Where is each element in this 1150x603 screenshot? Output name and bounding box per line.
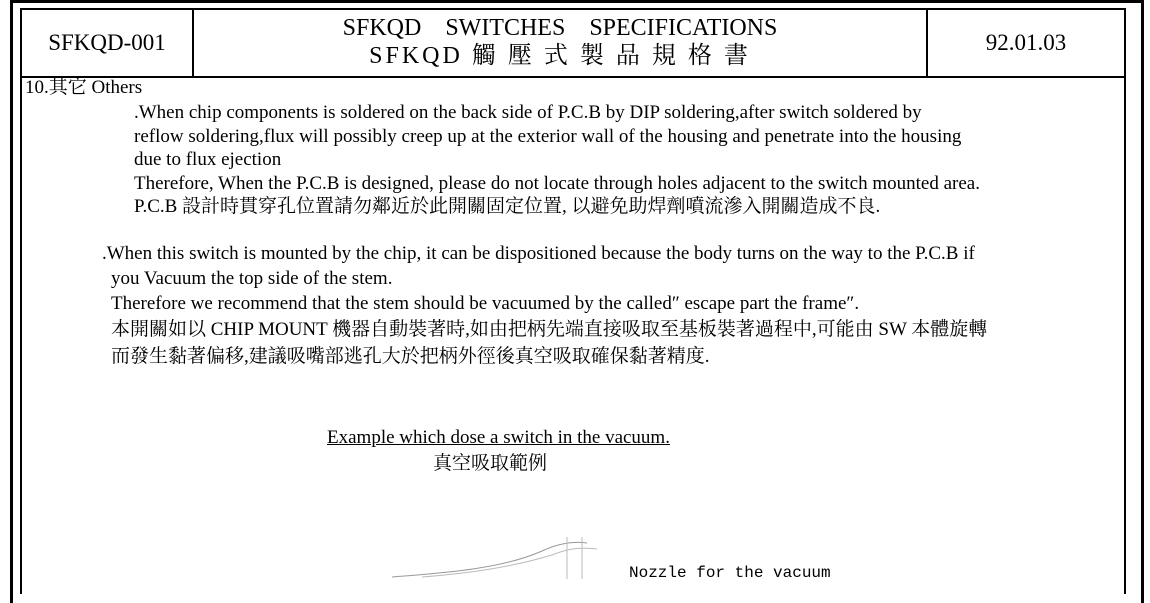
section-heading: 10.其它 Others — [25, 77, 143, 98]
para2-line: .When this switch is mounted by the chip, it can be dispositioned because the body turns on the way to the P.C.B if — [102, 243, 975, 264]
title-en: SFKQD SWITCHES SPECIFICATIONS — [342, 15, 778, 41]
header-table — [20, 8, 1126, 78]
para1-line: .When chip components is soldered on the back side of P.C.B by DIP soldering,after switch soldered by — [134, 102, 922, 123]
doc-date: 92.01.03 — [985, 30, 1067, 55]
para2-line: Therefore we recommend that the stem should be vacuumed by the called″ escape part the frame″. — [111, 293, 860, 314]
content-area — [20, 74, 1126, 594]
para2-line: 本開關如以 CHIP MOUNT 機器自動裝著時,如由把柄先端直接吸取至基板裝著過程中,可能由 SW 本體旋轉 — [111, 319, 988, 340]
example-title: Example which dose a switch in the vacuum. — [327, 427, 670, 448]
nozzle-drawing — [382, 529, 642, 579]
title-cn: SFKQD 觸 壓 式 製 品 規 格 書 — [369, 43, 751, 69]
para1-line: Therefore, When the P.C.B is designed, please do not locate through holes adjacent to the switch mounted area. — [134, 173, 980, 194]
para1-line: due to flux ejection — [134, 149, 282, 170]
nozzle-label: Nozzle for the vacuum — [629, 564, 831, 582]
para1-line: reflow soldering,flux will possibly creep up at the exterior wall of the housing and penetrate into the housing — [134, 126, 962, 147]
para1-line: P.C.B 設計時貫穿孔位置請勿鄰近於此開關固定位置, 以避免助焊劑噴流滲入開關造成不良. — [134, 196, 881, 217]
example-subtitle: 真空吸取範例 — [433, 453, 548, 474]
doc-title — [194, 10, 928, 76]
para2-line: you Vacuum the top side of the stem. — [111, 268, 393, 289]
doc-number: SFKQD-001 — [22, 10, 194, 76]
para2-line: 而發生黏著偏移,建議吸嘴部逃孔大於把柄外徑後真空吸取確保黏著精度. — [111, 346, 710, 367]
